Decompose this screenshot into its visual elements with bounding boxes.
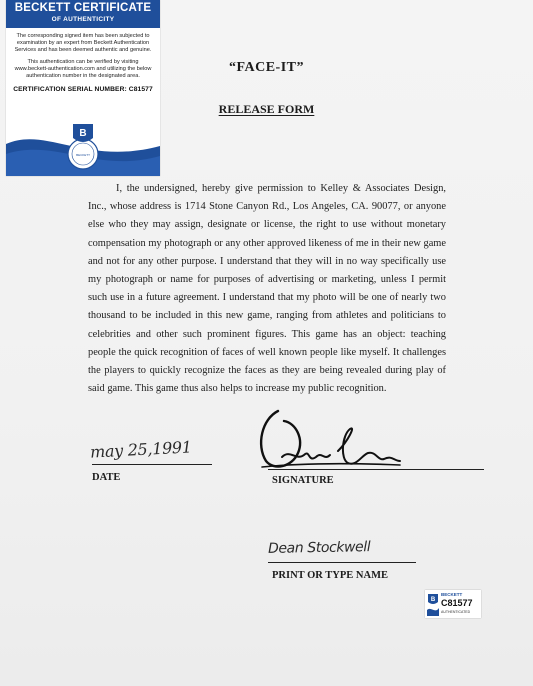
certificate-title: BECKETT CERTIFICATE [14,2,152,14]
beckett-shield-logo-icon [67,122,99,170]
date-label: DATE [92,472,121,483]
date-line [92,464,212,465]
print-name-label: PRINT OR TYPE NAME [272,570,388,581]
sticker-brand: BECKETT [441,592,463,597]
signature-label: SIGNATURE [272,475,334,486]
handwritten-signature [252,405,402,475]
certificate-serial-number: CERTIFICATION SERIAL NUMBER: C81577 [13,86,153,94]
svg-text:B: B [430,597,436,603]
name-line [268,562,416,563]
beckett-mini-logo-icon [427,592,439,616]
signature-line [268,469,484,470]
beckett-serial-sticker [425,590,481,618]
certificate-statement: The corresponding signed item has been subjected to examination by an expert from Beckett Authentication Services and has been deemed authentic and genuine. [14,33,152,54]
sticker-subtext: AUTHENTICATED [441,610,471,614]
beckett-certificate-sticker [6,0,160,176]
document-subtitle: RELEASE FORM [218,102,315,116]
release-paragraph: I, the undersigned, hereby give permission to Kelley & Associates Design, Inc., whose address is 1714 Stone Canyon Rd., Los Angeles, CA. 90077, or anyone else who they may assign, designate or license, the right to use without monetary compensation my photograph or any other approved likeness of me in their new game and not for any other purpose. I understand that they will in no way specifically use my photograph or name for purposes of advertising or marketing, unless I permit such use in a future agreement. I understand that my photo will be one of nearly two thousand to be included in this new game, ranging from athletes and politicians to celebrities and other such prominent figures. This game has an object: teaching people the quick recognition of faces of well known people like myself. It challenges the players to quickly recognize the faces as they are being revealed during play of said game. This game thus also helps to increase my public recognition. [88,183,446,395]
sticker-serial-number: C81577 [441,598,473,608]
release-statement-body [88,180,446,398]
certificate-verification-note: This authentication can be verified by visiting www.beckett-authentication.com and utilizing the below authentication number in the designated area. [14,58,152,80]
handwritten-date: may 25,1991 [89,437,193,462]
handwritten-printed-name: Dean Stockwell [267,539,371,557]
svg-text:BECKETT: BECKETT [76,153,90,157]
certificate-header [6,0,160,28]
svg-text:B: B [79,128,87,139]
document-title: “FACE-IT” [228,60,305,75]
certificate-subtitle: OF AUTHENTICITY [51,16,115,23]
